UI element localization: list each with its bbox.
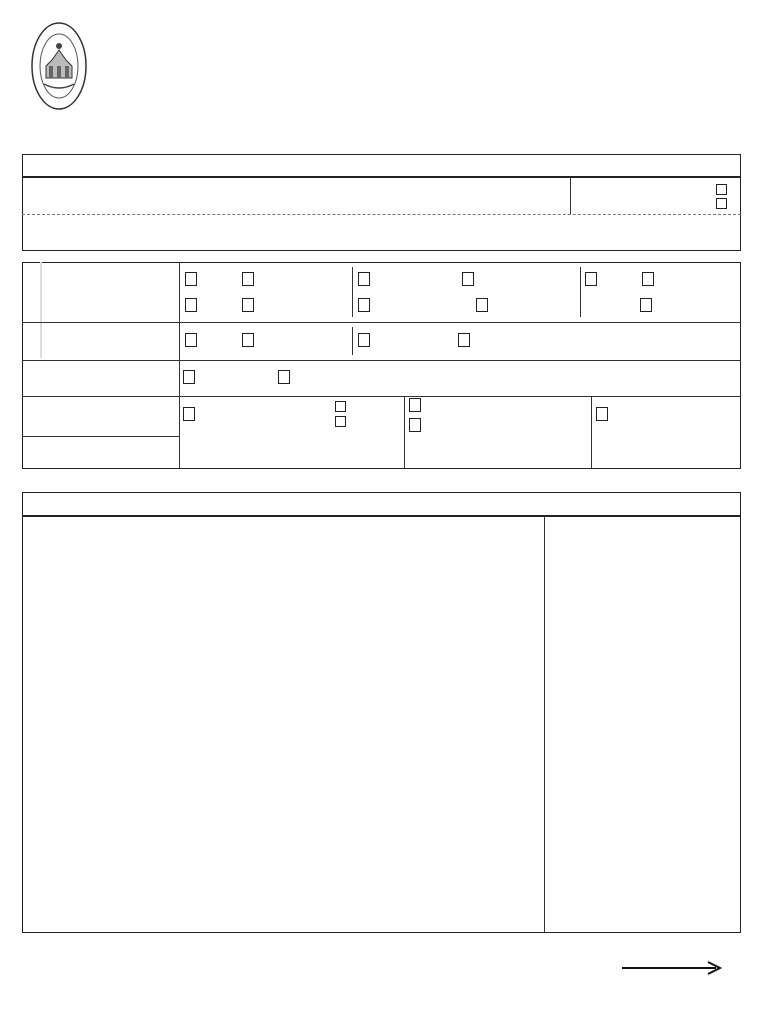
tier-b-checkbox[interactable] xyxy=(642,272,654,286)
western-checkbox[interactable] xyxy=(476,298,488,312)
medical-enroll-checkbox[interactable] xyxy=(185,272,197,286)
kaiser-checkbox[interactable] xyxy=(358,298,370,312)
sex-m-checkbox[interactable] xyxy=(716,184,727,195)
coverage-box xyxy=(22,262,741,469)
vision-emp-family-checkbox[interactable] xyxy=(458,333,470,347)
medical-emp-family-checkbox[interactable] xyxy=(462,272,474,286)
hmo-checkbox[interactable] xyxy=(185,298,197,312)
section6-box xyxy=(22,492,741,933)
vision-waive-checkbox[interactable] xyxy=(242,333,254,347)
hsa-checkbox[interactable] xyxy=(183,407,195,421)
over55-checkbox[interactable] xyxy=(335,416,346,427)
vision-emp-only-checkbox[interactable] xyxy=(358,333,370,347)
dependent-care-checkbox[interactable] xyxy=(596,407,608,421)
dental-emp-family-checkbox[interactable] xyxy=(278,370,290,384)
section1-box xyxy=(22,154,741,251)
hdhmo-checkbox[interactable] xyxy=(242,298,254,312)
limited-mra-checkbox[interactable] xyxy=(409,398,421,412)
sex-f-checkbox[interactable] xyxy=(716,198,727,209)
dental-emp-only-checkbox[interactable] xyxy=(183,370,195,384)
sutter-checkbox[interactable] xyxy=(640,298,652,312)
general-mra-checkbox[interactable] xyxy=(409,418,421,432)
under55-checkbox[interactable] xyxy=(335,401,346,412)
tier-a-checkbox[interactable] xyxy=(585,272,597,286)
arrow-right-icon xyxy=(620,960,724,976)
county-seal xyxy=(30,20,88,112)
medical-emp-only-checkbox[interactable] xyxy=(358,272,370,286)
vision-enroll-checkbox[interactable] xyxy=(185,333,197,347)
medical-waive-checkbox[interactable] xyxy=(242,272,254,286)
